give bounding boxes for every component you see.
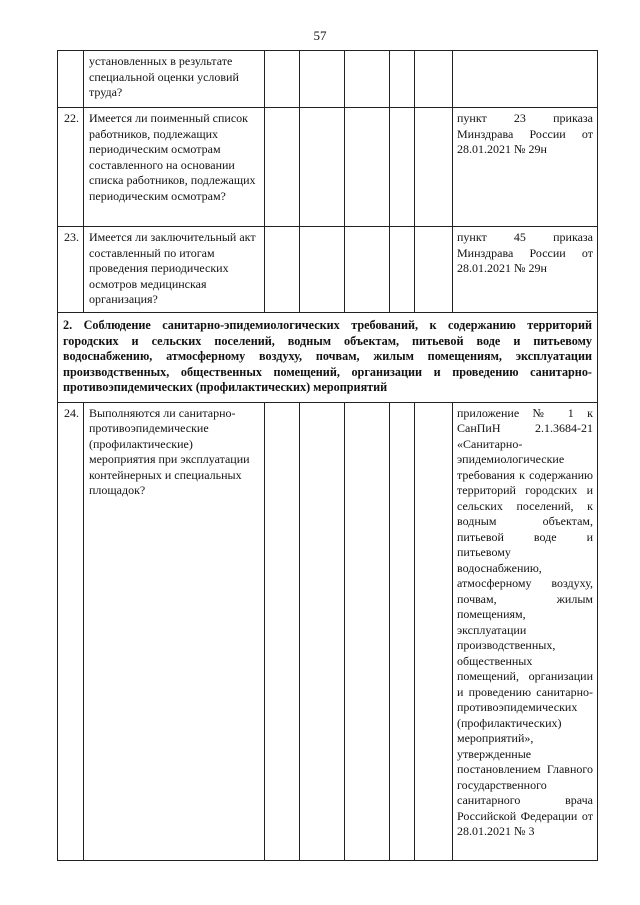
answer-cell xyxy=(300,51,345,108)
reference-cell: пункт 23 приказа Минздрава России от 28.01.2021 № 29н xyxy=(453,108,598,227)
answer-cell xyxy=(415,227,453,313)
answer-cell xyxy=(390,108,415,227)
answer-cell xyxy=(300,402,345,860)
row-number xyxy=(58,51,84,108)
answer-cell xyxy=(345,227,390,313)
question-cell: Имеется ли заключительный акт составленный по итогам проведения периодических осмотров медицинская организация? xyxy=(84,227,265,313)
reference-cell: пункт 45 приказа Минздрава России от 28.01.2021 № 29н xyxy=(453,227,598,313)
reference-cell xyxy=(453,51,598,108)
answer-cell xyxy=(265,51,300,108)
question-cell: Имеется ли поименный список работников, подлежащих периодическим осмотрам составленного на основании списка работников, подлежащих периодическим осмотрам? xyxy=(84,108,265,227)
question-cell: Выполняются ли санитарно-противоэпидемические (профилактические) мероприятия при эксплуатации контейнерных и специальных площадок? xyxy=(84,402,265,860)
row-number: 24. xyxy=(58,402,84,860)
table-row xyxy=(58,51,598,108)
answer-cell xyxy=(265,402,300,860)
row-number: 22. xyxy=(58,108,84,227)
table-row xyxy=(58,108,598,227)
reference-cell: приложение № 1 к СанПиН 2.1.3684-21 «Санитарно-эпидемиологические требования к содержанию территорий городских и сельских поселений, к водным объектам, питьевой воде и питьевому водоснабжению, атмосферному воздуху, почвам, жилым помещениям, эксплуатации производственных, общественных помещений, организации и проведению санитарно-противоэпидемических (профилактических) мероприятий», утвержденные постановлением Главного государственного санитарного врача Российской Федерации от 28.01.2021 № 3 xyxy=(453,402,598,860)
answer-cell xyxy=(415,108,453,227)
answer-cell xyxy=(390,227,415,313)
question-cell: установленных в результате специальной оценки условий труда? xyxy=(84,51,265,108)
answer-cell xyxy=(300,108,345,227)
answer-cell xyxy=(345,51,390,108)
page-number: 57 xyxy=(313,28,327,43)
answer-cell xyxy=(345,108,390,227)
checklist-table xyxy=(57,50,598,861)
answer-cell xyxy=(300,227,345,313)
table-row xyxy=(58,402,598,860)
table-row xyxy=(58,227,598,313)
section-title: 2. Соблюдение санитарно-эпидемиологических требований, к содержанию территорий городских и сельских поселений, водным объектам, питьевой воде и питьевому водоснабжению, атмосферному воздуху, почвам, жилым помещениям, эксплуатации производственных, общественных помещений, организации и проведению санитарно-противоэпидемических (профилактических) мероприятий xyxy=(58,313,598,403)
answer-cell xyxy=(390,51,415,108)
section-row xyxy=(58,313,598,403)
answer-cell xyxy=(415,402,453,860)
answer-cell xyxy=(415,51,453,108)
answer-cell xyxy=(265,108,300,227)
answer-cell xyxy=(265,227,300,313)
row-number: 23. xyxy=(58,227,84,313)
answer-cell xyxy=(390,402,415,860)
answer-cell xyxy=(345,402,390,860)
